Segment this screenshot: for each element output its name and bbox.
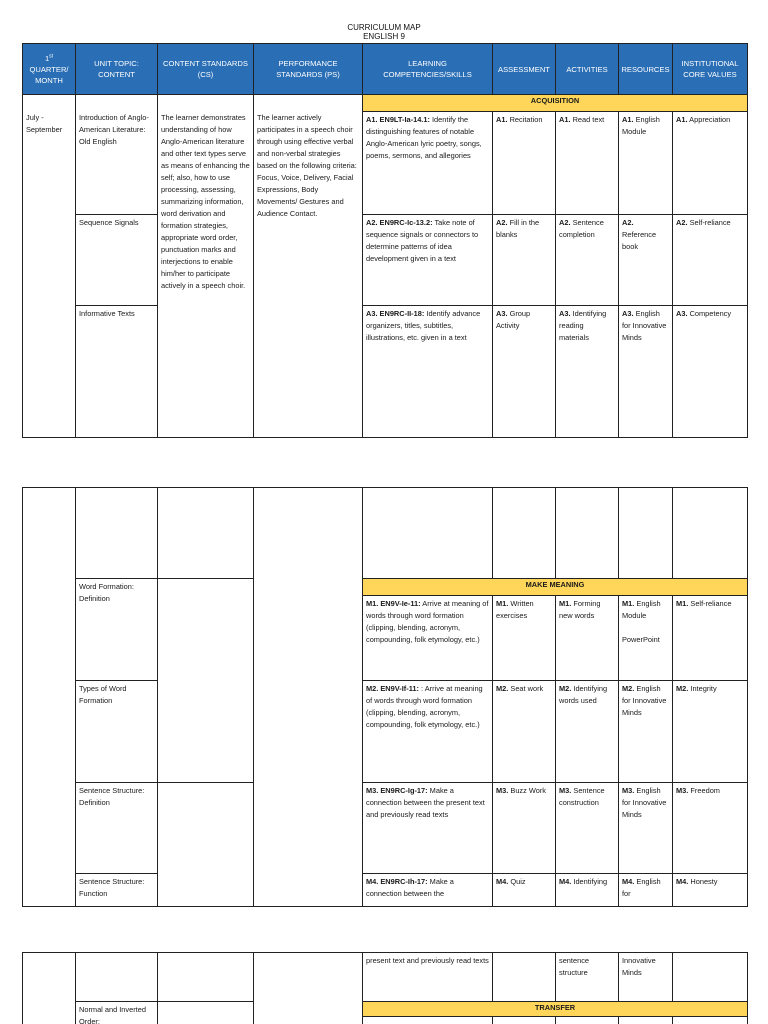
table-cell: A2. Fill in the blanks [493,215,556,306]
col-unit-topic: UNIT TOPIC: CONTENT [76,44,158,95]
table-cell: Innovative Minds [619,953,673,1002]
table-cell: M4. Honesty [673,874,748,907]
table-cell [23,953,76,1024]
table-row [23,306,748,438]
table-cell: Informative Texts [76,306,158,438]
table-row [23,488,748,579]
table-cell: A3. Identifying reading materials [556,306,619,438]
table-cell: M1. Written exercises [493,596,556,681]
table-cell: M4. EN9RC-Ih-17: Make a connection between the [363,874,493,907]
table-cell: Introduction of Anglo-American Literature: Old English [76,95,158,215]
quarter-month: July - September [23,95,76,438]
table-cell: present text and previously read texts [363,953,493,1002]
table-cell [158,783,254,907]
acquisition-band: ACQUISITION [363,95,748,112]
table-cell [158,1002,254,1024]
transfer-band: TRANSFER [363,1002,748,1017]
col-quarter: 1st QUARTER/ MONTH [23,44,76,95]
table-cell: A3. Competency [673,306,748,438]
col-learning-competencies: LEARNING COMPETENCIES/SKILLS [363,44,493,95]
col-activities: ACTIVITIES [556,44,619,95]
table-cell: A2. Sentence completion [556,215,619,306]
content-standard: The learner demonstrates understanding of how Anglo-American literature and other text types serve as means of enhancing the self; also, how to use processing, assessing, summarizing information, word derivation and formation strategies, appropriate word order, punctuation marks and interjections to enable him/her to participate actively in a speech choir. [158,95,254,438]
table-cell: M2. Integrity [673,681,748,783]
table-cell: A2. EN9RC-Ic-13.2: Take note of sequence signals or connectors to determine patterns of idea development given in a text [363,215,493,306]
table-cell: A3. Group Activity [493,306,556,438]
table-cell: sentence structure [556,953,619,1002]
table-cell: A1. English Module [619,112,673,215]
table-cell: M4. Quiz [493,874,556,907]
table-cell [363,488,493,579]
table-cell: M3. EN9RC-Ig-17: Make a connection between the present text and previously read texts [363,783,493,874]
table-cell [76,953,158,1002]
table-cell: Sentence Structure: Definition [76,783,158,874]
table-cell [23,488,76,907]
table-cell [363,1017,493,1024]
table-cell: M1. EN9V-Ie-11: Arrive at meaning of words through word formation (clipping, blending, acronym, compounding, folk etymology, etc.) [363,596,493,681]
table-cell: M3. Sentence construction [556,783,619,874]
table-cell [556,488,619,579]
table-cell: M1. English Module PowerPoint [619,596,673,681]
table-cell: A1. Read text [556,112,619,215]
col-resources: RESOURCES [619,44,673,95]
table-cell: A3. EN9RC-II-18: Identify advance organizers, titles, subtitles, illustrations, etc. given in a text [363,306,493,438]
table-cell: M2. EN9V-If-11: : Arrive at meaning of words through word formation (clipping, blending, acronym, compounding, folk etymology, etc.) [363,681,493,783]
table-cell: A3. English for Innovative Minds [619,306,673,438]
table-cell: A2. Reference book [619,215,673,306]
table-cell [673,953,748,1002]
table-cell: M3. Buzz Work [493,783,556,874]
table-cell: A2. Self-reliance [673,215,748,306]
col-core-values: INSTITUTIONAL CORE VALUES [673,44,748,95]
page-subtitle: ENGLISH 9 [363,32,405,41]
table-row [23,953,748,1002]
col-assessment: ASSESSMENT [493,44,556,95]
table-cell: M3. Freedom [673,783,748,874]
table-cell: M3. English for Innovative Minds [619,783,673,874]
curriculum-table-page-1 [22,43,748,438]
table-cell [673,488,748,579]
table-row [23,681,748,783]
table-cell [556,1017,619,1024]
table-cell: Sequence Signals [76,215,158,306]
table-cell: A1. Recitation [493,112,556,215]
table-cell [254,488,363,907]
page-title: CURRICULUM MAP [347,23,421,32]
curriculum-table-page-2 [22,487,748,907]
make-meaning-band: MAKE MEANING [363,579,748,596]
table-row [23,874,748,907]
table-cell: M2. English for Innovative Minds [619,681,673,783]
table-cell [493,953,556,1002]
table-cell [76,488,158,579]
table-cell [493,1017,556,1024]
table-cell: M4. Identifying [556,874,619,907]
table-cell: Types of Word Formation [76,681,158,783]
table-row [23,215,748,306]
table-cell [619,488,673,579]
col-performance-standards: PERFORMANCE STANDARDS (PS) [254,44,363,95]
table-cell [493,488,556,579]
table-cell [158,953,254,1002]
col-content-standards: CONTENT STANDARDS (CS) [158,44,254,95]
table-cell: Normal and Inverted Order: [76,1002,158,1024]
table-cell: A1. Appreciation [673,112,748,215]
table-cell: M1. Forming new words [556,596,619,681]
table-cell: Word Formation: Definition [76,579,158,681]
table-cell [158,579,254,783]
table-cell: M2. Identifying words used [556,681,619,783]
table-cell [158,488,254,579]
table-cell: M4. English for [619,874,673,907]
table-cell [254,953,363,1024]
table-cell [673,1017,748,1024]
performance-standard: The learner actively participates in a speech choir through using effective verbal and non-verbal strategies based on the following criteria: Focus, Voice, Delivery, Facial Expressions, Body Movements/ Gestures and Audience Contact. [254,95,363,438]
header-row [23,44,748,95]
table-cell: M1. Self-reliance [673,596,748,681]
table-cell: M2. Seat work [493,681,556,783]
curriculum-table-page-3 [22,952,748,1024]
table-cell: Sentence Structure: Function [76,874,158,907]
table-cell [619,1017,673,1024]
table-row [23,783,748,874]
table-cell: A1. EN9LT-Ia-14.1: Identify the distinguishing features of notable Anglo-American lyric poetry, songs, poems, sermons, and allegories [363,112,493,215]
